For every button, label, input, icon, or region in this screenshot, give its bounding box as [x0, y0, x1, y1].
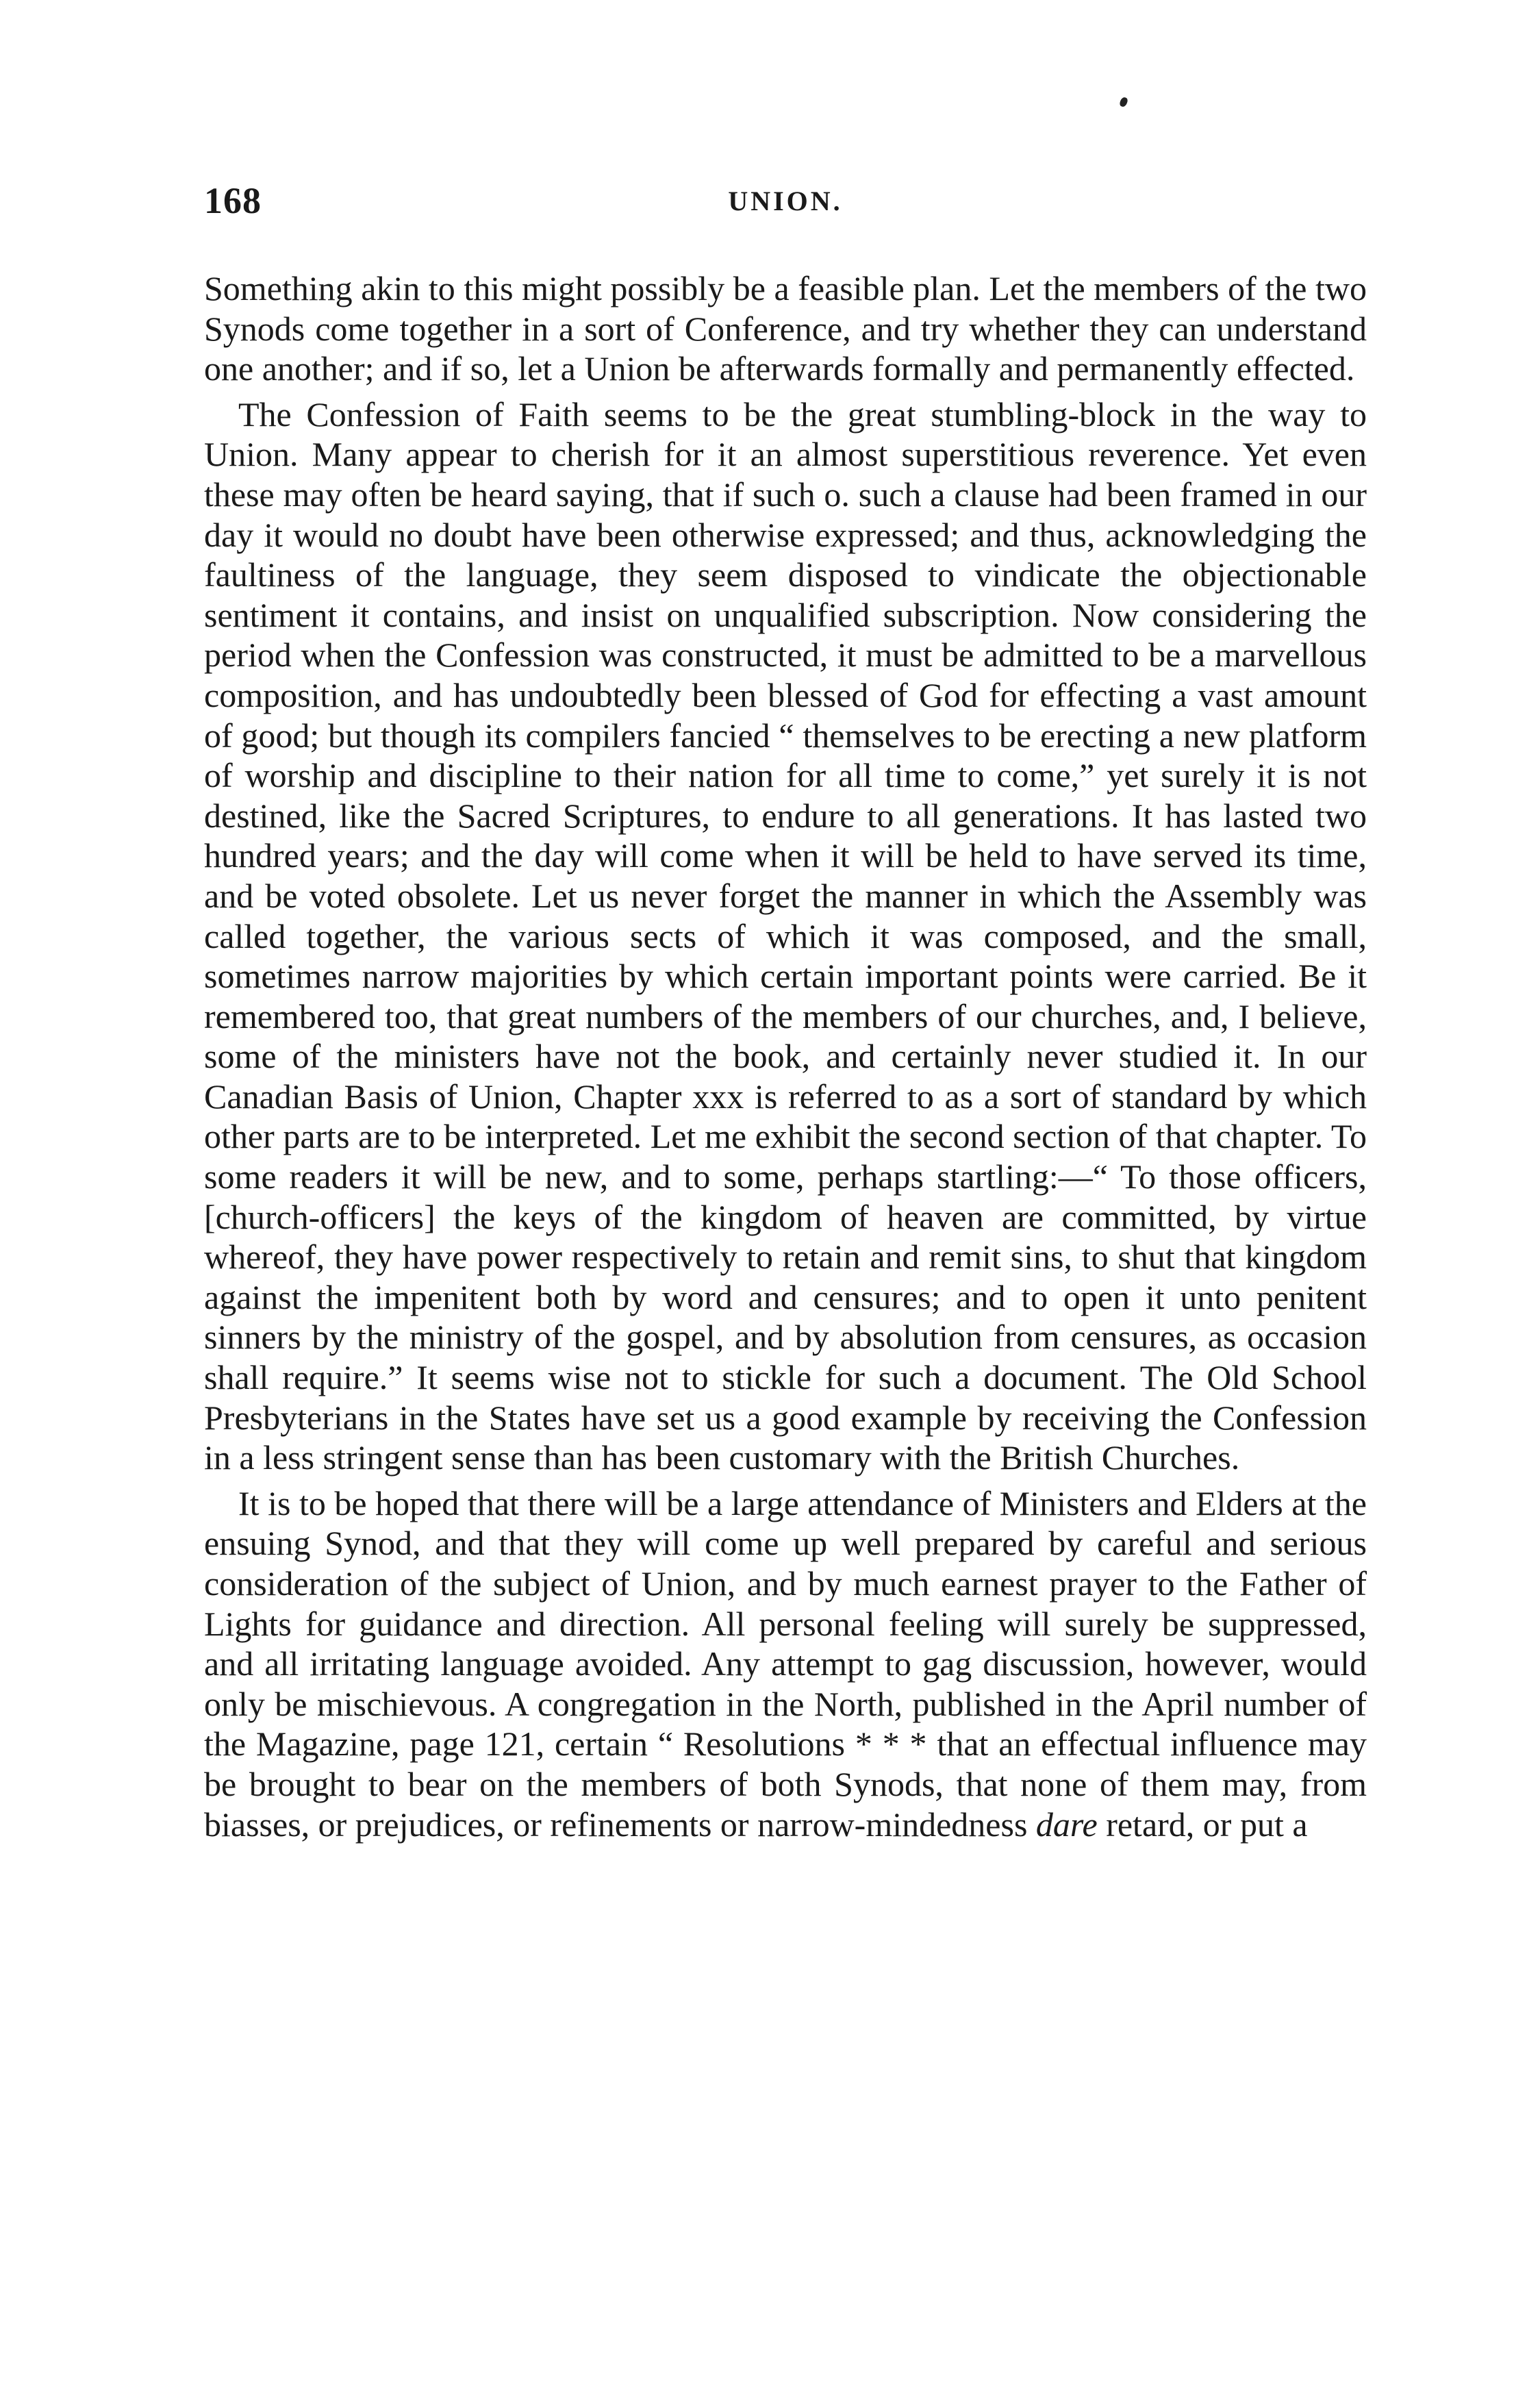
- italic-word: dare: [1035, 1805, 1098, 1844]
- paragraph-3: It is to be hoped that there will be a large attendance of Ministers and Elders at the ensuing Synod, and that they will come up well prepared by careful and serious consideration of the subject of Union, and by much earnest prayer to the Father of Lights for guidance and direction. All personal feeling will surely be suppressed, and all irritating language avoided. Any attempt to gag discussion, however, would only be mischievous. A congregation in the North, published in the April number of the Magazine, page 121, certain “ Resolutions * * * that an effectual influence may be brought to bear on the members of both Synods, that none of them may, from biasses, or prejudices, or refinements or narrow-mindedness dare retard, or put a: [204, 1483, 1367, 1844]
- paragraph-2: The Confession of Faith seems to be the great stumbling-block in the way to Union. Many appear to cherish for it an almost superstitious reverence. Yet even these may often be heard saying, that if such o. such a clause had been framed in our day it would no doubt have been otherwise expressed; and thus, acknowledging the faultiness of the language, they seem disposed to vindicate the objectionable sentiment it contains, and insist on unqualified subscription. Now considering the period when the Confession was constructed, it must be admitted to be a marvellous composition, and has undoubtedly been blessed of God for effecting a vast amount of good; but though its compilers fancied “ themselves to be erecting a new platform of worship and discipline to their nation for all time to come,” yet surely it is not destined, like the Sacred Scriptures, to endure to all generations. It has lasted two hundred years; and the day will come when it will be held to have served its time, and be voted obsolete. Let us never forget the manner in which the Assembly was called together, the various sects of which it was composed, and the small, sometimes narrow majorities by which certain important points were carried. Be it remembered too, that great numbers of the members of our churches, and, I believe, some of the ministers have not the book, and certainly never studied it. In our Canadian Basis of Union, Chapter xxx is referred to as a sort of standard by which other parts are to be interpreted. Let me exhibit the second section of that chapter. To some readers it will be new, and to some, perhaps startling:—“ To those officers, [church-officers] the keys of the kingdom of heaven are committed, by virtue whereof, they have power respectively to retain and remit sins, to shut that kingdom against the impenitent both by word and censures; and to open it unto penitent sinners by the ministry of the gospel, and by absolution from censures, as occasion shall require.” It seems wise not to stickle for such a document. The Old School Presbyterians in the States have set us a good example by receiving the Confession in a less stringent sense than has been customary with the British Churches.: [204, 394, 1367, 1477]
- running-title: UNION.: [728, 186, 843, 216]
- running-head: [204, 179, 1367, 227]
- body-text: [204, 268, 1367, 1844]
- paragraph-1: Something akin to this might possibly be a feasible plan. Let the members of the two Synods come together in a sort of Conference, and try whether they can understand one another; and if so, let a Union be afterwards formally and permanently effected.: [204, 269, 1367, 388]
- page-number: 168: [204, 180, 262, 221]
- ink-speck: [1119, 97, 1128, 108]
